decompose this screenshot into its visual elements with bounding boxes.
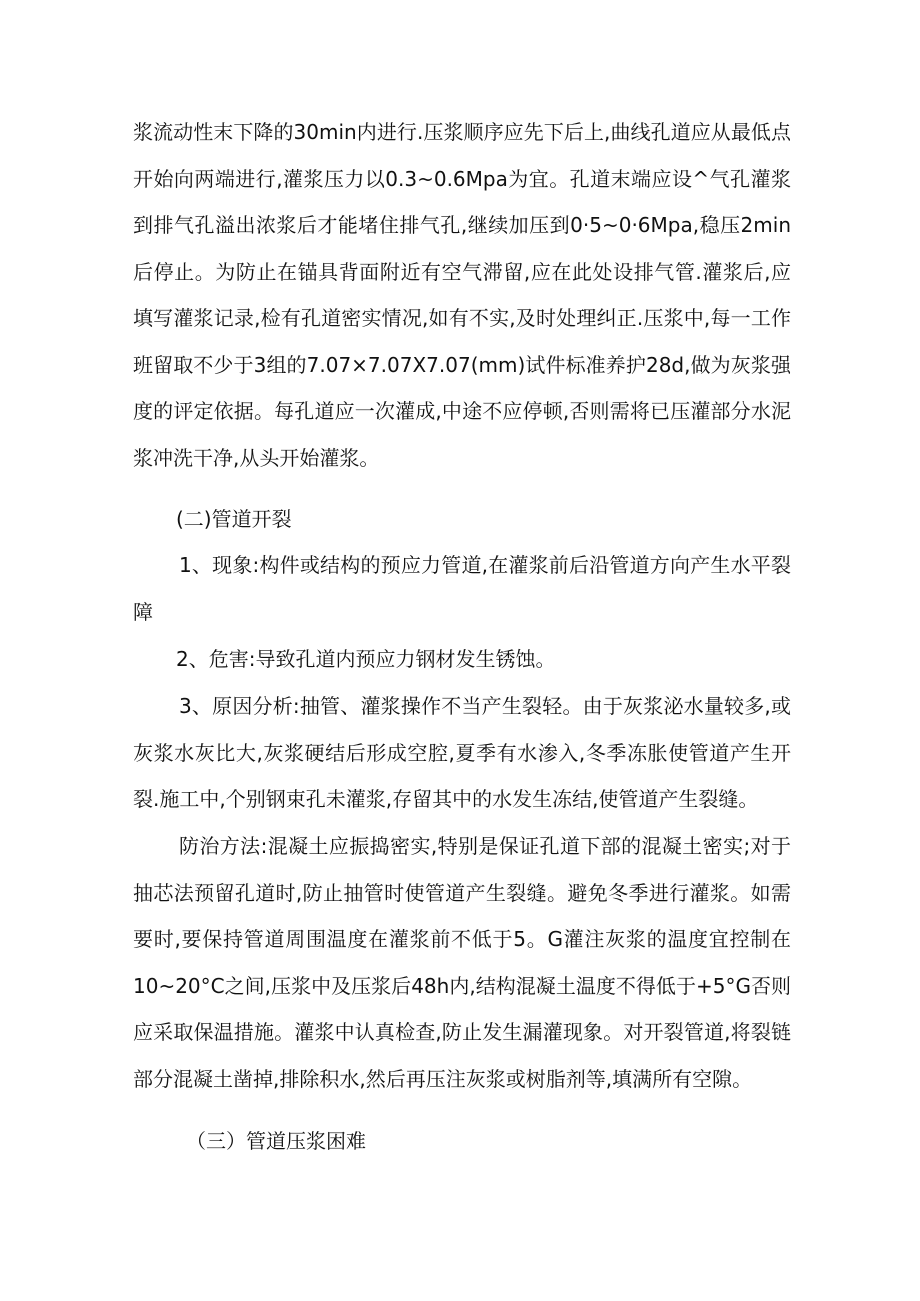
item-cause-analysis: 3、原因分析:抽管、灌浆操作不当产生裂轻。由于灰浆泌水量较多,或灰浆水灰比大,灰浆硬结后形成空腔,夏季有水渗入,冬季冻胀使管道产生开裂.施工中,个别钢束孔未灌浆,存留其中的水发生冻结,使管道产生裂缝。 — [133, 694, 791, 811]
section-heading-grouting-difficulty: （三）管道压浆困难 — [186, 1129, 366, 1153]
item-hazard: 2、危害:导致孔道内预应力钢材发生锈蚀。 — [176, 647, 556, 671]
item-phenomenon: 1、现象:构件或结构的预应力管道,在灌浆前后沿管道方向产生水平裂障 — [133, 553, 791, 624]
section-heading-duct-cracking: (二)管道开裂 — [176, 507, 292, 531]
paragraph-grouting-procedure: 浆流动性末下降的30min内进行.压浆顺序应先下后上,曲线孔道应从最低点开始向两端进行,灌浆压力以0.3~0.6Mpa为宜。孔道末端应设^气孔灌浆到排气孔溢出浓浆后才能堵住排气孔,继续加压到0·5~0·6Mpa,稳压2min后停止。为防止在锚具背面附近有空气滞留,应在此处设排气管.灌浆后,应填写灌浆记录,检有孔道密实情况,如有不实,及时处理纠正.压浆中,每一工作班留取不少于3组的7.07×7.07X7.07(mm)试件标准养护28d,做为灰浆强度的评定依据。每孔道应一次灌成,中途不应停顿,否则需将已压灌部分水泥浆冲洗干净,从头开始灌浆。 — [133, 120, 791, 470]
paragraph-prevention-method: 防治方法:混凝土应振捣密实,特别是保证孔道下部的混凝土密实;对于抽芯法预留孔道时,防止抽管时使管道产生裂缝。避免冬季进行灌浆。如需要时,要保持管道周围温度在灌浆前不低于5。G灌注灰浆的温度宜控制在10~20°C之间,压浆中及压浆后48h内,结构混凝土温度不得低于+5°G否则应采取保温措施。灌浆中认真检查,防止发生漏灌现象。对开裂管道,将裂链部分混凝土凿掉,排除积水,然后再压注灰浆或树脂剂等,填满所有空隙。 — [133, 834, 791, 1091]
